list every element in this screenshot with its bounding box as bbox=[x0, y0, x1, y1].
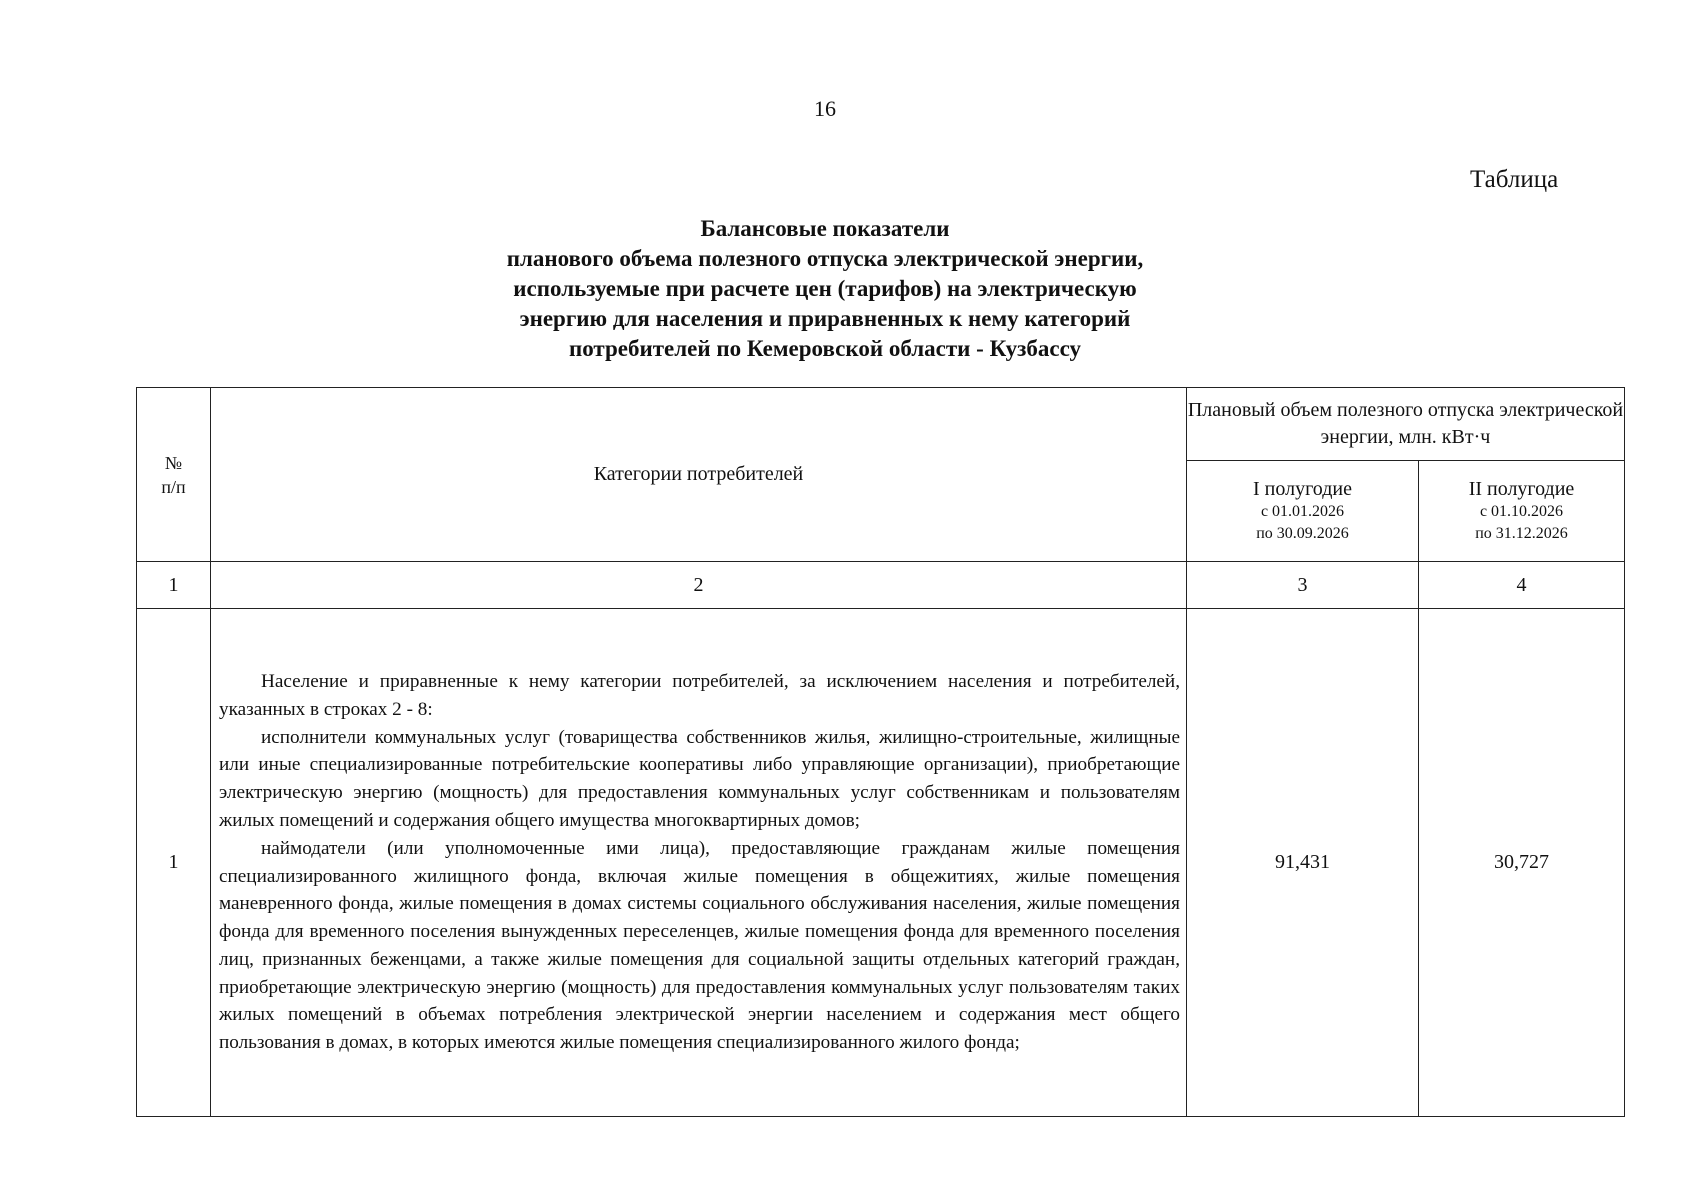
period-2-name: II полугодие bbox=[1468, 478, 1575, 500]
row-number: 1 bbox=[137, 609, 211, 1117]
balance-table bbox=[136, 387, 1625, 1117]
title-line: используемые при расчете цен (тарифов) на электрическую bbox=[513, 276, 1137, 301]
header-period-1 bbox=[1187, 461, 1419, 562]
header-period-2 bbox=[1419, 461, 1625, 562]
category-paragraph: Население и приравненные к нему категории потребителей, за исключением населения и потребителей, указанных в строках 2 - 8: bbox=[219, 670, 1180, 720]
table-row bbox=[137, 609, 1625, 1117]
category-paragraph: исполнители коммунальных услуг (товарищества собственников жилья, жилищно-строительные, жилищные или иные специализированные потребительские кооперативы либо управляющие организации), приобретающие электрическую энергию (мощность) для предоставления коммунальных услуг собственникам и пользователям жилых помещений и содержания общего имущества многоквартирных домов; bbox=[219, 726, 1180, 831]
header-volume-group: Плановый объем полезного отпуска электрической энергии, млн. кВт·ч bbox=[1187, 388, 1625, 461]
header-number-abbr: п/п bbox=[161, 476, 186, 497]
header-row bbox=[137, 388, 1625, 461]
volume-h1-value: 91,431 bbox=[1187, 609, 1419, 1117]
column-index-cell: 3 bbox=[1187, 562, 1419, 609]
column-index-cell: 1 bbox=[137, 562, 211, 609]
header-number-cell bbox=[137, 388, 211, 562]
title-line: потребителей по Кемеровской области - Кузбассу bbox=[568, 336, 1082, 361]
document-title bbox=[400, 214, 1250, 364]
period-2-to: по 31.12.2026 bbox=[1475, 525, 1568, 542]
page-number: 16 bbox=[814, 96, 836, 121]
header-number-symbol: № bbox=[164, 452, 183, 473]
period-1-from: с 01.01.2026 bbox=[1260, 503, 1345, 520]
column-index-cell: 4 bbox=[1419, 562, 1625, 609]
period-1-to: по 30.09.2026 bbox=[1256, 525, 1349, 542]
header-category-cell: Категории потребителей bbox=[211, 388, 1187, 562]
category-paragraph: наймодатели (или уполномоченные ими лица), предоставляющие гражданам жилые помещения специализированного жилищного фонда, включая жилые помещения в общежитиях, жилые помещения маневренного фонда, жилые помещения в домах системы социального обслуживания населения, жилые помещения фонда для временного поселения вынужденных переселенцев, жилые помещения фонда для временного поселения лиц, признанных беженцами, а также жилые помещения для социальной защиты отдельных категорий граждан, приобретающие электрическую энергию (мощность) для предоставления коммунальных услуг пользователям таких жилых помещений в объемах потребления электрической энергии населением и содержания мест общего пользования в домах, в которых имеются жилые помещения специализированного жилого фонда; bbox=[219, 837, 1180, 1054]
column-index-row bbox=[137, 562, 1625, 609]
column-index-cell: 2 bbox=[211, 562, 1187, 609]
table-label: Таблица bbox=[1470, 166, 1559, 193]
period-1-name: I полугодие bbox=[1253, 478, 1352, 500]
volume-h2-value: 30,727 bbox=[1419, 609, 1625, 1117]
category-description bbox=[211, 609, 1187, 1117]
title-line: энергию для населения и приравненных к нему категорий bbox=[519, 306, 1131, 331]
title-line: Балансовые показатели bbox=[700, 216, 950, 241]
title-line: планового объема полезного отпуска электрической энергии, bbox=[506, 246, 1144, 271]
period-2-from: с 01.10.2026 bbox=[1479, 503, 1564, 520]
